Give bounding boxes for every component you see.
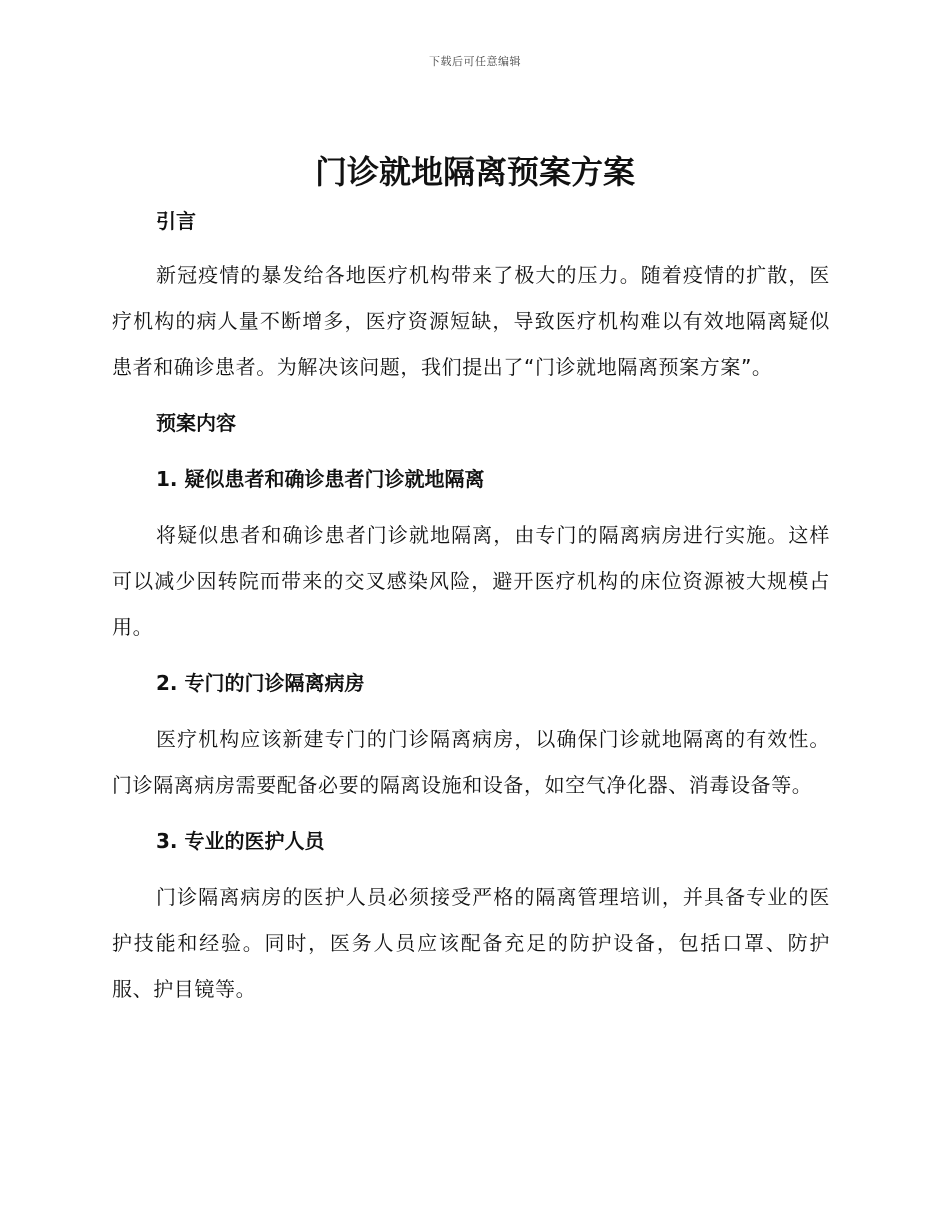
paragraph-item-3: 门诊隔离病房的医护人员必须接受严格的隔离管理培训，并具备专业的医护技能和经验。同时，医务人员应该配备充足的防护设备，包括口罩、防护服、护目镜等。 bbox=[112, 885, 830, 1001]
section-heading-intro: 引言 bbox=[156, 209, 196, 233]
paragraph-item-2: 医疗机构应该新建专门的门诊隔离病房，以确保门诊就地隔离的有效性。门诊隔离病房需要配备必要的隔离设施和设备，如空气净化器、消毒设备等。 bbox=[112, 727, 830, 797]
section-heading-item-1: 1. 疑似患者和确诊患者门诊就地隔离 bbox=[156, 467, 485, 491]
section-heading-item-2: 2. 专门的门诊隔离病房 bbox=[156, 671, 365, 695]
section-heading-item-3: 3. 专业的医护人员 bbox=[156, 829, 325, 853]
paragraph-intro: 新冠疫情的暴发给各地医疗机构带来了极大的压力。随着疫情的扩散，医疗机构的病人量不断增多，医疗资源短缺，导致医疗机构难以有效地隔离疑似患者和确诊患者。为解决该问题，我们提出了“门诊就地隔离预案方案”。 bbox=[112, 263, 830, 379]
section-heading-content: 预案内容 bbox=[156, 411, 236, 435]
header-note: 下载后可任意编辑 bbox=[429, 55, 521, 68]
document-body bbox=[112, 198, 830, 1012]
paragraph-item-1: 将疑似患者和确诊患者门诊就地隔离，由专门的隔离病房进行实施。这样可以减少因转院而带来的交叉感染风险，避开医疗机构的床位资源被大规模占用。 bbox=[112, 523, 830, 639]
document-title: 门诊就地隔离预案方案 bbox=[314, 153, 635, 191]
